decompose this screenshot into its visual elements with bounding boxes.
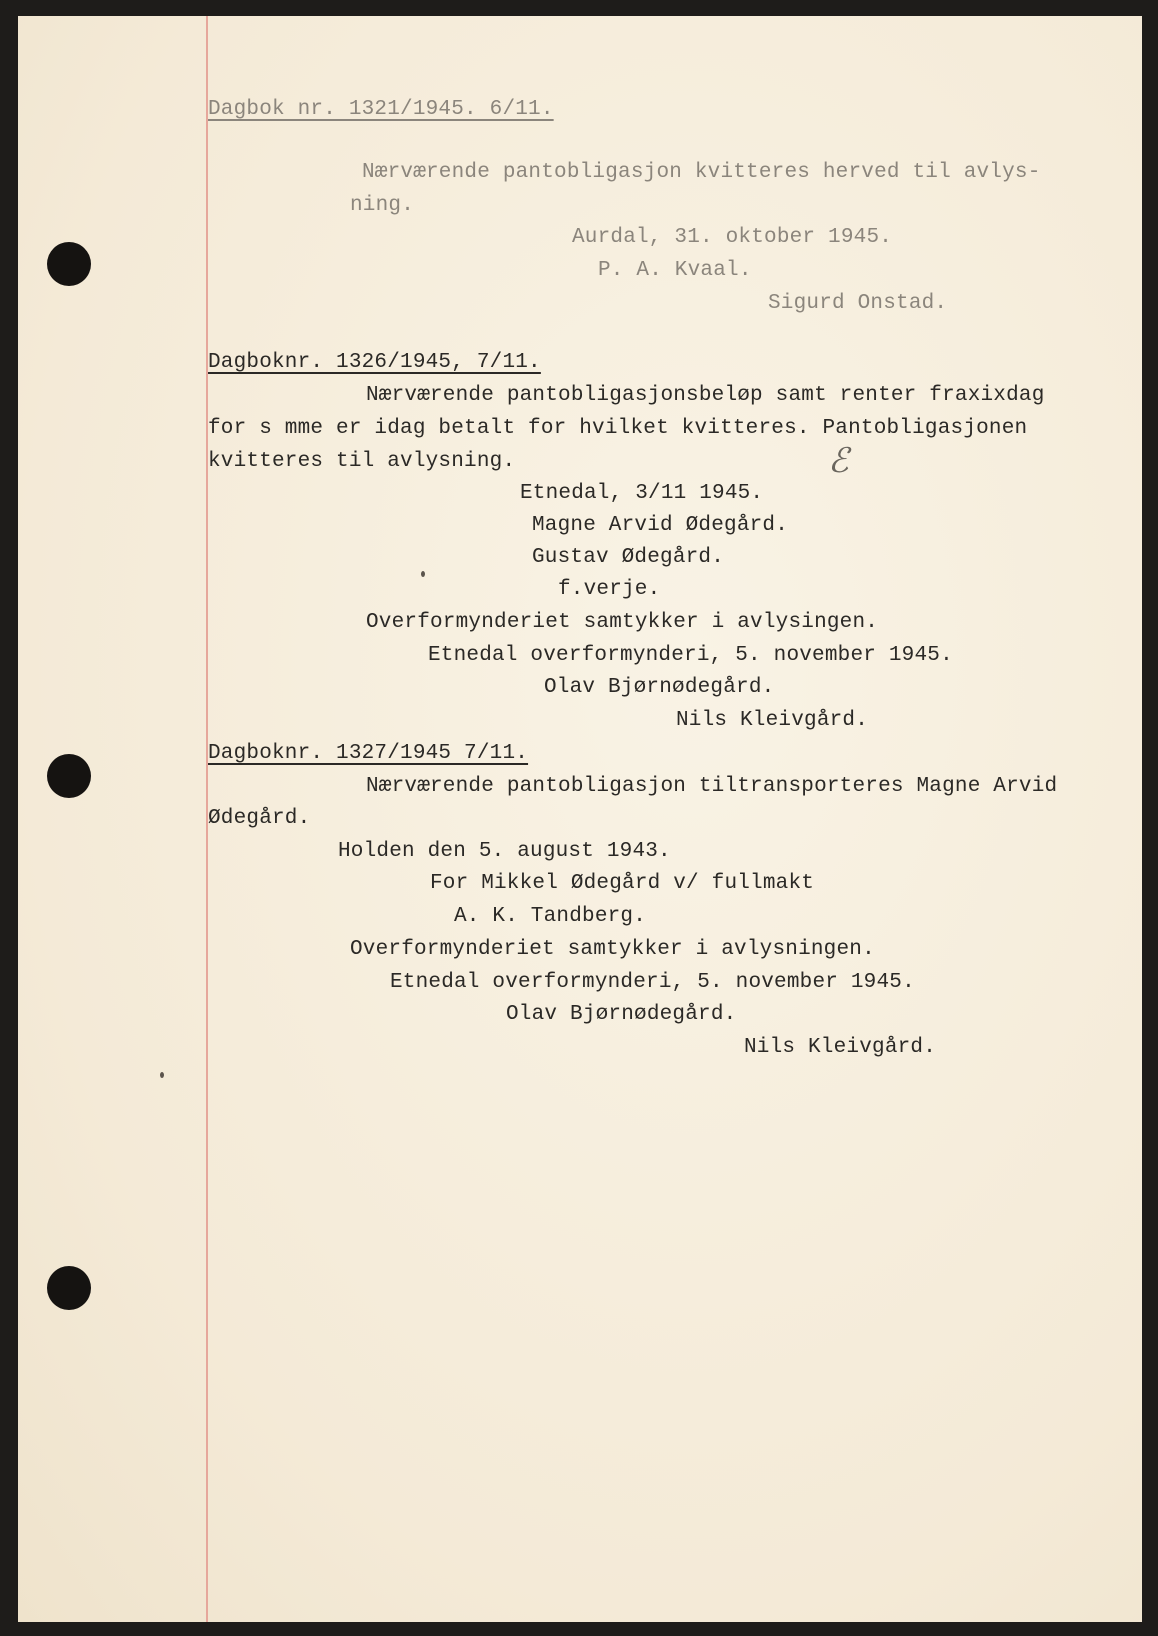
ink-speck xyxy=(421,571,425,577)
entry-3-line: Holden den 5. august 1943. xyxy=(338,840,671,863)
entry-2-line: Olav Bjørnødegård. xyxy=(544,676,775,699)
entry-2-line: f.verje. xyxy=(558,578,661,601)
entry-2-line: Etnedal, 3/11 1945. xyxy=(520,482,764,505)
entry-3-line: Ødegård. xyxy=(208,807,311,830)
entry-1-line: P. A. Kvaal. xyxy=(598,259,752,282)
ink-speck xyxy=(160,1072,164,1078)
entry-2-line: Etnedal overformynderi, 5. november 1945. xyxy=(428,644,953,667)
handwritten-mark-icon: ℰ xyxy=(828,441,849,481)
entry-1-header: Dagbok nr. 1321/1945. 6/11. xyxy=(208,98,554,121)
punch-hole xyxy=(47,1266,91,1310)
punch-hole xyxy=(47,242,91,286)
entry-1-line: Aurdal, 31. oktober 1945. xyxy=(572,226,893,249)
entry-3-line: A. K. Tandberg. xyxy=(454,905,647,928)
entry-3-line: Olav Bjørnødegård. xyxy=(506,1003,737,1026)
entry-1-line: Sigurd Onstad. xyxy=(768,292,948,315)
entry-2-line: Magne Arvid Ødegård. xyxy=(532,514,789,537)
entry-2-line: Nils Kleivgård. xyxy=(676,709,869,732)
entry-3-line: Nils Kleivgård. xyxy=(744,1036,937,1059)
entry-3-line: Nærværende pantobligasjon tiltransporteres Magne Arvid xyxy=(366,775,1058,798)
entry-3-line: Etnedal overformynderi, 5. november 1945. xyxy=(390,971,915,994)
entry-3-line: For Mikkel Ødegård v/ fullmakt xyxy=(430,872,815,895)
entry-3-header: Dagboknr. 1327/1945 7/11. xyxy=(208,742,529,765)
entry-2-line: Nærværende pantobligasjonsbeløp samt renter fraxixdag xyxy=(366,384,1045,407)
entry-2-line: Overformynderiet samtykker i avlysingen. xyxy=(366,611,879,634)
entry-1-line: ning. xyxy=(350,194,415,217)
punch-hole xyxy=(47,754,91,798)
entry-2-line: kvitteres til avlysning. xyxy=(208,450,516,473)
entry-1-line: Nærværende pantobligasjon kvitteres herved til avlys- xyxy=(362,161,1041,184)
entry-3-line: Overformynderiet samtykker i avlysningen. xyxy=(350,938,875,961)
entry-2-line: for s mme er idag betalt for hvilket kvitteres. Pantobligasjonen xyxy=(208,417,1028,440)
entry-2-line: Gustav Ødegård. xyxy=(532,546,725,569)
document-page xyxy=(18,16,1142,1622)
entry-2-header: Dagboknr. 1326/1945, 7/11. xyxy=(208,351,541,374)
